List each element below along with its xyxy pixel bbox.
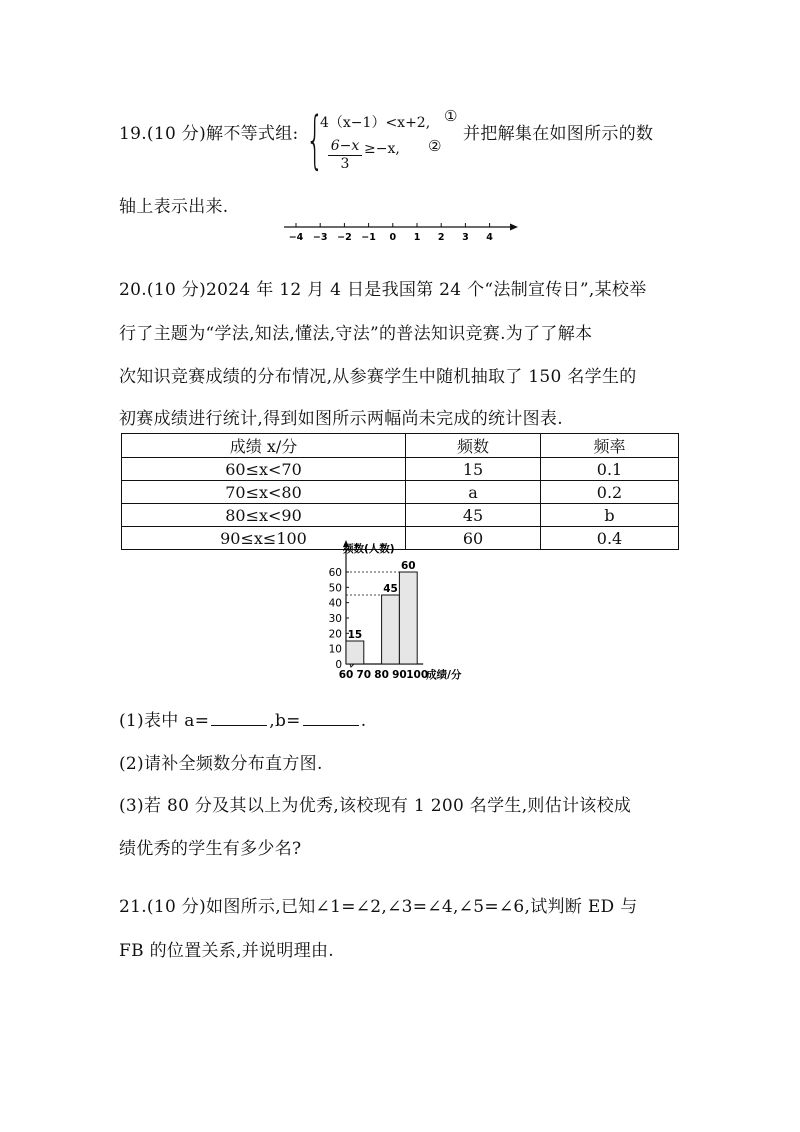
bar-value-label: 15 <box>347 629 363 641</box>
y-tick-label: 0 <box>335 659 342 671</box>
inequality-2-rest: ≥−x, <box>364 141 400 157</box>
histogram-bar <box>382 595 400 664</box>
bar-value-label: 60 <box>400 560 416 572</box>
table-row <box>122 481 679 504</box>
table-cell: b <box>541 504 679 527</box>
q19-line2: 轴上表示出来. <box>119 197 229 217</box>
q20-line4: 初赛成绩进行统计,得到如图所示两幅尚未完成的统计图表. <box>119 409 563 429</box>
x-tick-label: 60 <box>338 669 354 681</box>
numberline-tick-label: −1 <box>361 232 376 243</box>
q21-line1: 21.(10 分)如图所示,已知∠1=∠2,∠3=∠4,∠5=∠6,试判断 ED 与 <box>119 897 638 917</box>
q20-line1: 20.(10 分)2024 年 12 月 4 日是我国第 24 个“法制宣传日”,某校举 <box>119 280 647 300</box>
numberline-tick-label: −4 <box>288 232 304 243</box>
fraction-denominator: 3 <box>340 156 350 172</box>
y-tick-label: 40 <box>328 597 342 610</box>
sub1-b-label: ,b= <box>269 711 301 731</box>
x-tick-label: 100 <box>406 669 429 681</box>
circled-one-mark: ① <box>444 107 458 125</box>
q20-line2: 行了主题为“学法,知法,懂法,守法”的普法知识竞赛.为了了解本 <box>119 324 593 344</box>
histogram-bar <box>346 641 364 664</box>
table-row <box>122 458 679 481</box>
circled-two-mark: ② <box>428 137 442 155</box>
table-cell: 0.2 <box>541 481 679 504</box>
y-tick-label: 60 <box>328 567 342 579</box>
table-cell: 60 <box>406 527 541 550</box>
table-cell: 90≤x≤100 <box>122 527 406 550</box>
table-header: 成绩 x/分 <box>122 434 406 458</box>
table-cell: a <box>406 481 541 504</box>
numberline-tick-label: 1 <box>413 232 421 243</box>
y-tick-label: 50 <box>328 582 342 595</box>
x-tick-label: 80 <box>374 669 389 681</box>
sub1-a-label: (1)表中 a= <box>119 711 210 731</box>
table-cell: 60≤x<70 <box>122 458 406 481</box>
x-tick-label: 70 <box>356 669 372 681</box>
answer-blank-a[interactable] <box>211 711 267 726</box>
frequency-table <box>121 433 679 550</box>
q20-sub3-line2: 绩优秀的学生有多少名? <box>119 839 302 859</box>
q21-line2: FB 的位置关系,并说明理由. <box>119 941 334 961</box>
table-cell: 0.4 <box>541 527 679 550</box>
inequality-1: 4（x−1）<x+2, <box>320 115 431 131</box>
x-axis-label: 成绩/分 <box>426 669 462 681</box>
fraction-numerator: 6−x <box>328 138 362 156</box>
numberline-tick-label: −2 <box>337 232 352 243</box>
table-header: 频率 <box>541 434 679 458</box>
table-header: 频数 <box>406 434 541 458</box>
q20-sub3-line1: (3)若 80 分及其以上为优秀,该校现有 1 200 名学生,则估计该校成 <box>119 796 632 816</box>
numberline-tick-label: 3 <box>462 232 469 243</box>
table-cell: 0.1 <box>541 458 679 481</box>
y-axis-label: 频数(人数) <box>343 543 395 555</box>
bar-value-label: 45 <box>383 583 398 595</box>
frequency-histogram <box>300 538 500 688</box>
y-tick-label: 20 <box>328 628 342 641</box>
inequality-2-fraction <box>328 138 362 172</box>
number-line <box>280 218 524 248</box>
table-header-row <box>122 434 679 458</box>
q19-prefix: 19.(10 分)解不等式组: <box>119 124 299 144</box>
brace-icon: { <box>306 103 324 176</box>
x-tick-label: 90 <box>392 669 407 681</box>
histogram-bar <box>399 572 417 664</box>
table-cell: 80≤x<90 <box>122 504 406 527</box>
table-cell: 15 <box>406 458 541 481</box>
numberline-tick-label: −3 <box>312 232 328 243</box>
sub1-end: . <box>360 711 367 731</box>
numberline-tick-label: 2 <box>437 232 445 243</box>
numberline-tick-label: 0 <box>389 232 397 243</box>
arrow-right-icon <box>510 224 518 231</box>
q20-sub1 <box>119 706 366 731</box>
q19-suffix: 并把解集在如图所示的数 <box>463 124 654 144</box>
y-tick-label: 30 <box>328 613 342 625</box>
inequality-system <box>306 103 462 176</box>
answer-blank-b[interactable] <box>303 711 359 726</box>
table-cell: 70≤x<80 <box>122 481 406 504</box>
y-tick-label: 10 <box>328 643 342 656</box>
numberline-tick-label: 4 <box>486 232 493 243</box>
table-cell: 45 <box>406 504 541 527</box>
table-row <box>122 504 679 527</box>
q20-sub2: (2)请补全频数分布直方图. <box>119 754 323 774</box>
q20-line3: 次知识竞赛成绩的分布情况,从参赛学生中随机抽取了 150 名学生的 <box>119 367 637 387</box>
